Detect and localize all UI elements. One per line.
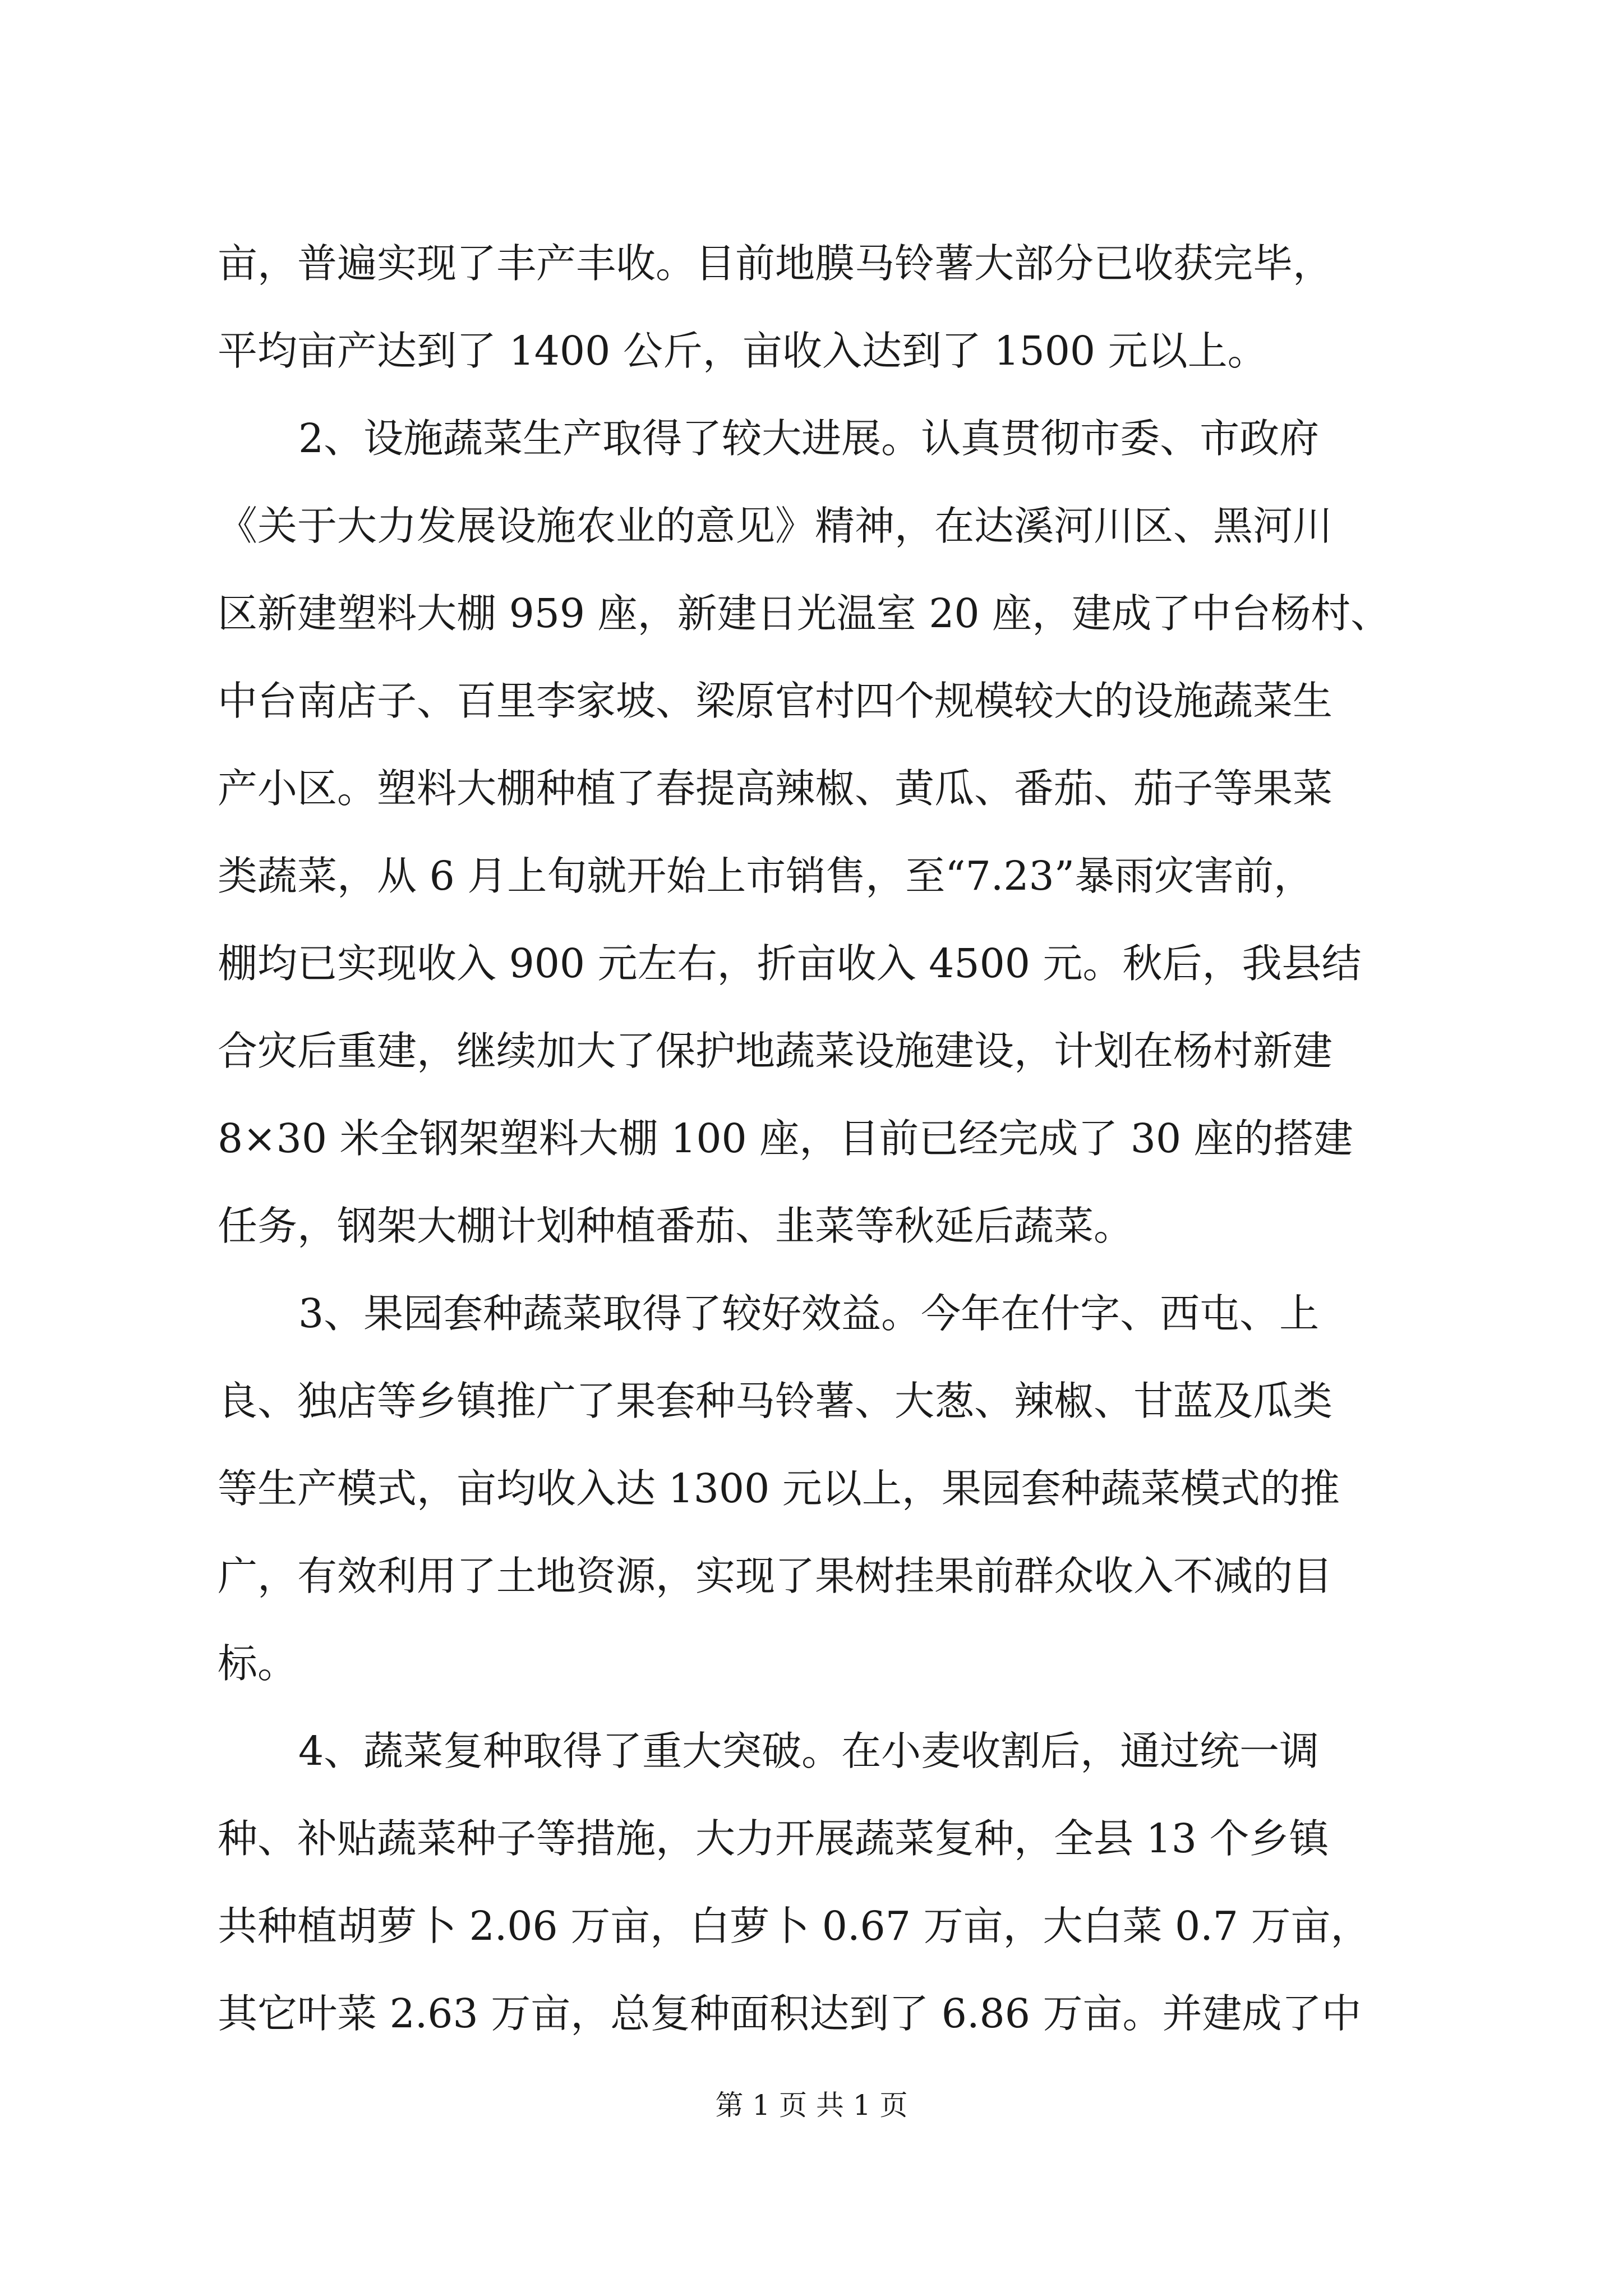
text-line: 区新建塑料大棚 959 座，新建日光温室 20 座，建成了中台杨村、 xyxy=(218,590,1391,637)
document-body xyxy=(218,220,1429,2058)
text-line: 8×30 米全钢架塑料大棚 100 座，目前已经完成了 30 座的搭建 xyxy=(218,1115,1353,1162)
text-line: 标。 xyxy=(218,1640,298,1687)
page-footer xyxy=(0,2086,1623,2125)
paragraph-start-line: 2、设施蔬菜生产取得了较大进展。认真贯彻市委、市政府 xyxy=(298,415,1320,462)
paragraph-start-line: 3、果园套种蔬菜取得了较好效益。今年在什字、西屯、上 xyxy=(298,1290,1320,1337)
text-line: 《关于大力发展设施农业的意见》精神，在达溪河川区、黑河川 xyxy=(218,503,1333,549)
text-line: 合灾后重建，继续加大了保护地蔬菜设施建设，计划在杨村新建 xyxy=(218,1028,1333,1074)
text-line: 亩，普遍实现了丰产丰收。目前地膜马铃薯大部分已收获完毕， xyxy=(218,240,1333,287)
text-line: 良、独店等乡镇推广了果套种马铃薯、大葱、辣椒、甘蓝及瓜类 xyxy=(218,1378,1333,1424)
text-line: 种、补贴蔬菜种子等措施，大力开展蔬菜复种，全县 13 个乡镇 xyxy=(218,1815,1329,1862)
text-line: 等生产模式，亩均收入达 1300 元以上，果园套种蔬菜模式的推 xyxy=(218,1465,1340,1512)
text-line: 其它叶菜 2.63 万亩，总复种面积达到了 6.86 万亩。并建成了中 xyxy=(218,1990,1362,2037)
text-line: 平均亩产达到了 1400 公斤，亩收入达到了 1500 元以上。 xyxy=(218,328,1267,374)
text-line: 类蔬菜，从 6 月上旬就开始上市销售，至“7.23”暴雨灾害前， xyxy=(218,853,1313,899)
text-line: 广，有效利用了土地资源，实现了果树挂果前群众收入不减的目 xyxy=(218,1553,1333,1599)
paragraph-start-line: 4、蔬菜复种取得了重大突破。在小麦收割后，通过统一调 xyxy=(298,1728,1320,1774)
page-number-label: 第 1 页 共 1 页 xyxy=(715,2089,908,2122)
text-line: 中台南店子、百里李家坡、梁原官村四个规模较大的设施蔬菜生 xyxy=(218,678,1333,724)
text-line: 产小区。塑料大棚种植了春提高辣椒、黄瓜、番茄、茄子等果菜 xyxy=(218,765,1333,812)
text-line: 棚均已实现收入 900 元左右，折亩收入 4500 元。秋后，我县结 xyxy=(218,940,1362,987)
text-line: 任务，钢架大棚计划种植番茄、韭菜等秋延后蔬菜。 xyxy=(218,1203,1134,1249)
text-line: 共种植胡萝卜 2.06 万亩，白萝卜 0.67 万亩，大白菜 0.7 万亩， xyxy=(218,1903,1371,1949)
